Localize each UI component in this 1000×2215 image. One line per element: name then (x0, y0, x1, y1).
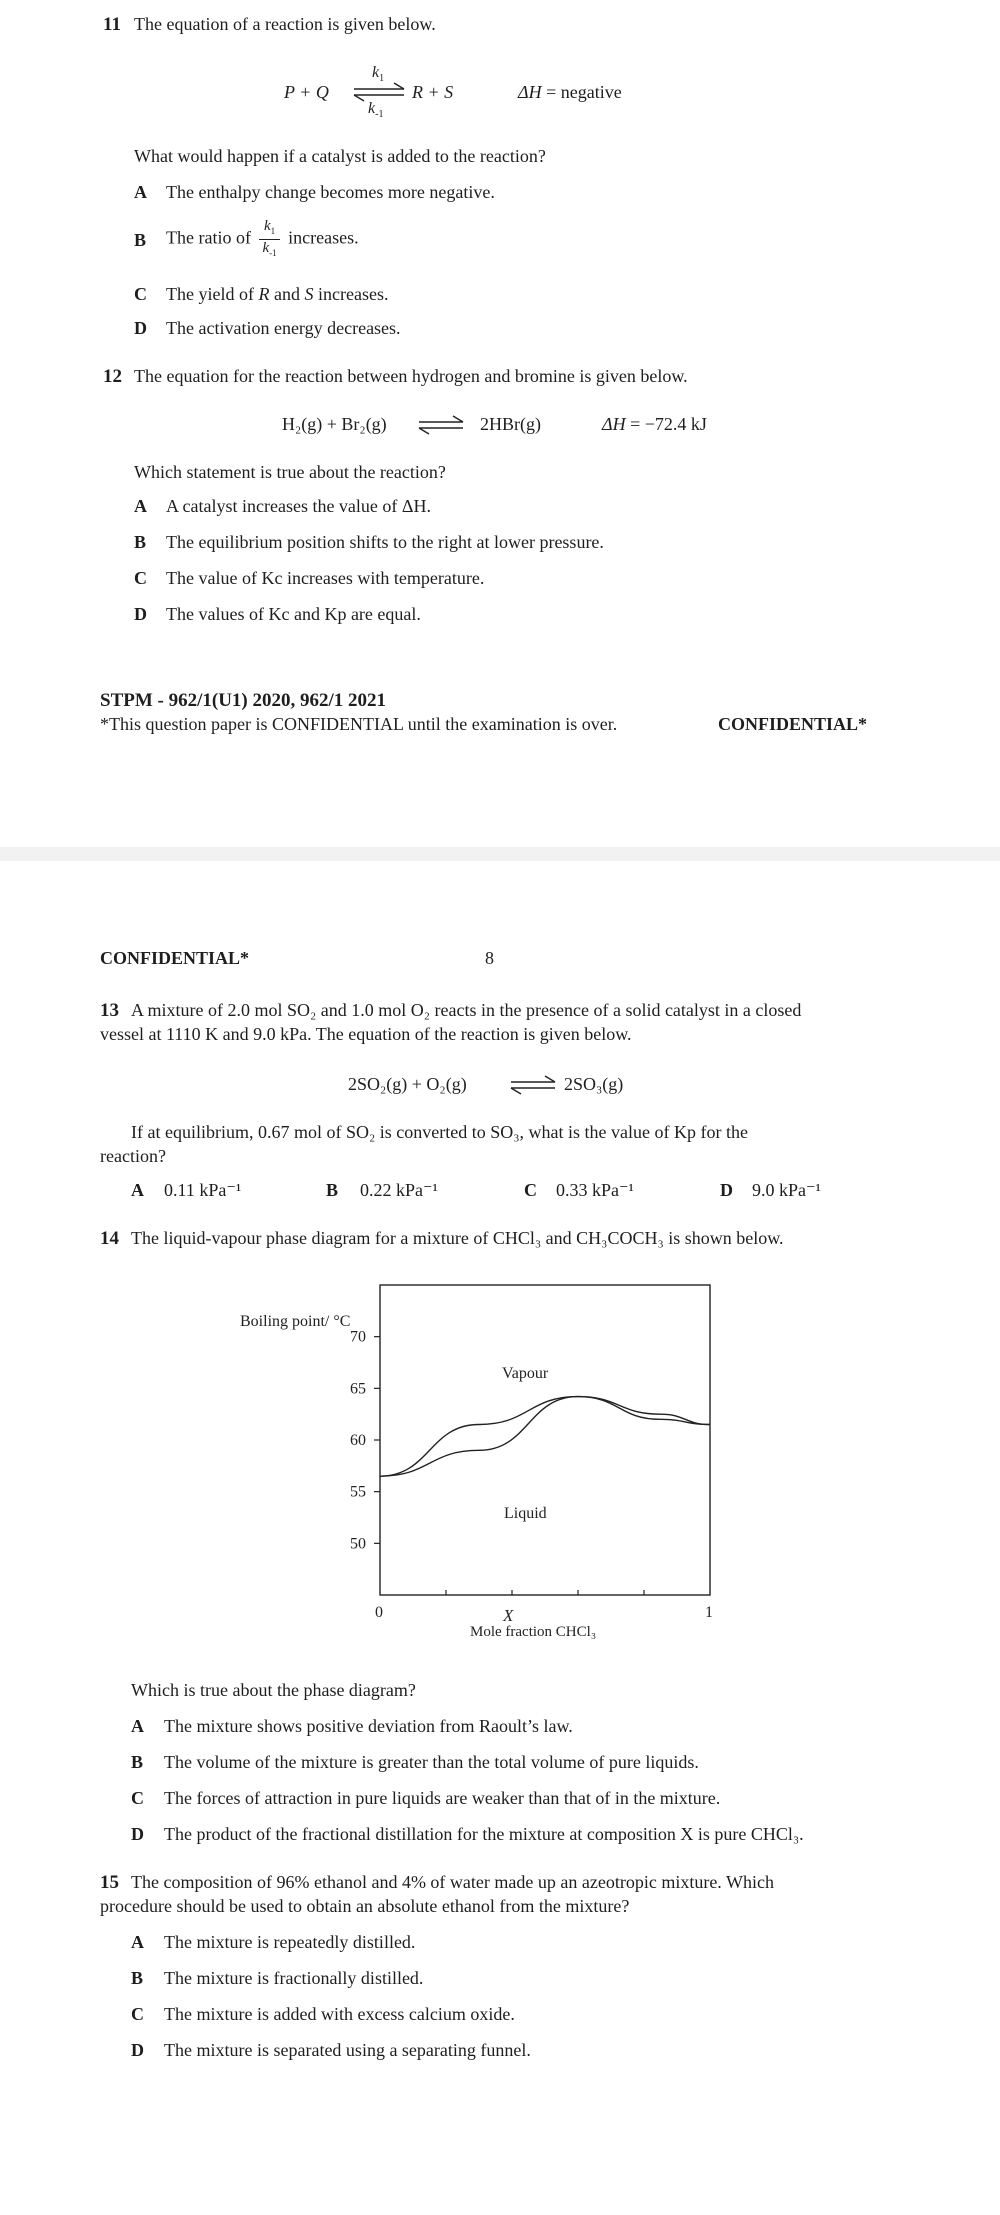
liquid-curve (380, 1397, 710, 1477)
q14-stem: The liquid-vapour phase diagram for a mixture of CHCl₃ and CH₃COCH₃ is shown below. (131, 1228, 784, 1248)
q15-option-a: The mixture is repeatedly distilled. (164, 1932, 416, 1952)
q11-option-b-letter: B (134, 230, 147, 250)
q15-stem-line1: The composition of 96% ethanol and 4% of water made up an azeotropic mixture. Which (131, 1872, 774, 1892)
x-axis-label: Mole fraction CHCl₃ (470, 1624, 597, 1640)
q13-question-line1: If at equilibrium, 0.67 mol of SO₂ is converted to SO₃, what is the value of Kp for the (131, 1122, 748, 1142)
q11-option-c-letter: C (134, 284, 147, 304)
page-divider (0, 847, 1000, 861)
paper-code: STPM - 962/1(U1) 2020, 962/1 2021 (100, 690, 387, 711)
y-tick-label: 65 (350, 1380, 366, 1398)
y-tick-label: 50 (350, 1535, 366, 1553)
y-tick-label: 70 (350, 1328, 366, 1346)
q15-option-d: The mixture is separated using a separating funnel. (164, 2040, 531, 2060)
q13-question-line2: reaction? (100, 1146, 166, 1166)
q14-option-b-letter: B (131, 1752, 144, 1772)
q14-option-a-letter: A (131, 1716, 144, 1736)
q13-option-b-letter: B (326, 1180, 339, 1200)
equilibrium-arrows-icon (508, 1072, 558, 1098)
page-number: 8 (485, 948, 494, 968)
x-tick-label: 1 (705, 1604, 713, 1621)
q14-number: 14 (100, 1228, 119, 1249)
q12-number: 12 (103, 366, 122, 387)
q13-option-a: 0.11 kPa⁻¹ (164, 1180, 242, 1200)
q11-option-d-letter: D (134, 318, 147, 338)
q12-option-d: The values of Kc and Kp are equal. (166, 604, 421, 624)
q13-option-d-letter: D (720, 1180, 733, 1200)
q11-eq-right: R + S (412, 82, 454, 102)
q13-option-b: 0.22 kPa⁻¹ (360, 1180, 438, 1200)
vapour-region-label: Vapour (502, 1365, 549, 1382)
q13-stem-line1: A mixture of 2.0 mol SO₂ and 1.0 mol O₂ reacts in the presence of a solid catalyst in a closed (131, 1000, 802, 1020)
q13-option-c: 0.33 kPa⁻¹ (556, 1180, 634, 1200)
q15-number: 15 (100, 1872, 119, 1893)
k-reverse: $k_{-1}$ (368, 100, 384, 121)
q12-option-b-letter: B (134, 532, 147, 552)
q12-enthalpy: ΔH = −72.4 kJ (602, 414, 707, 434)
q12-option-b: The equilibrium position shifts to the right at lower pressure. (166, 532, 604, 552)
q13-eq-left: 2SO₂(g) + O₂(g) (348, 1074, 467, 1094)
x-marker-label: X (503, 1606, 514, 1625)
q11-option-b: The ratio of $\frac{k_1}{k_{-1}}$ increases. (166, 218, 359, 261)
q11-enthalpy: ΔH = negative (518, 82, 622, 102)
q12-question: Which statement is true about the reaction? (134, 462, 446, 482)
q11-question: What would happen if a catalyst is added to the reaction? (134, 146, 546, 166)
q11-option-d: The activation energy decreases. (166, 318, 401, 338)
x-tick-label: 0 (375, 1604, 383, 1621)
q14-option-a: The mixture shows positive deviation from Raoult’s law. (164, 1716, 573, 1736)
q13-number: 13 (100, 1000, 119, 1021)
liquid-region-label: Liquid (504, 1505, 547, 1522)
confidential-footer-label: CONFIDENTIAL* (718, 714, 868, 734)
q13-eq-right: 2SO₃(g) (564, 1074, 624, 1094)
y-tick-label: 60 (350, 1432, 366, 1449)
q14-option-c-letter: C (131, 1788, 144, 1808)
q12-option-a: A catalyst increases the value of ΔH. (166, 496, 431, 516)
q12-option-c: The value of Kc increases with temperature. (166, 568, 485, 588)
y-axis-label: Boiling point/ °C (240, 1313, 351, 1330)
q14-option-b: The volume of the mixture is greater than the total volume of pure liquids. (164, 1752, 699, 1772)
q11-option-c: The yield of R and S increases. (166, 284, 389, 304)
q12-stem: The equation for the reaction between hydrogen and bromine is given below. (134, 366, 688, 386)
phase-diagram (230, 1270, 770, 1650)
q13-option-c-letter: C (524, 1180, 537, 1200)
q15-option-a-letter: A (131, 1932, 144, 1952)
q11-stem: The equation of a reaction is given below. (134, 14, 436, 34)
q12-option-c-letter: C (134, 568, 147, 588)
q12-eq-right: 2HBr(g) (480, 414, 541, 434)
ratio-fraction: $\frac{k_1}{k_{-1}}$ (259, 218, 279, 261)
q15-option-d-letter: D (131, 2040, 144, 2060)
q11-option-a-letter: A (134, 182, 147, 202)
q14-option-c: The forces of attraction in pure liquids are weaker than that of in the mixture. (164, 1788, 721, 1808)
q15-stem-line2: procedure should be used to obtain an absolute ethanol from the mixture? (100, 1896, 630, 1916)
q15-option-c: The mixture is added with excess calcium oxide. (164, 2004, 515, 2024)
q11-eq-left: P + Q (284, 82, 329, 102)
equilibrium-arrows-icon (416, 412, 466, 438)
q11-option-a: The enthalpy change becomes more negative. (166, 182, 495, 202)
q12-option-a-letter: A (134, 496, 147, 516)
q14-option-d: The product of the fractional distillation for the mixture at composition X is pure CHCl₃. (164, 1824, 804, 1844)
k-forward: $k_1$ (372, 64, 385, 85)
q12-eq-left: H₂(g) + Br₂(g) (282, 414, 387, 434)
q13-option-a-letter: A (131, 1180, 144, 1200)
q14-option-d-letter: D (131, 1824, 144, 1844)
q15-option-c-letter: C (131, 2004, 144, 2024)
q15-option-b: The mixture is fractionally distilled. (164, 1968, 424, 1988)
confidential-notice: *This question paper is CONFIDENTIAL until the examination is over. (100, 714, 618, 734)
y-tick-label: 55 (350, 1483, 366, 1501)
q13-option-d: 9.0 kPa⁻¹ (752, 1180, 821, 1200)
q11-number: 11 (103, 14, 121, 35)
q13-stem-line2: vessel at 1110 K and 9.0 kPa. The equation of the reaction is given below. (100, 1024, 632, 1044)
q14-question: Which is true about the phase diagram? (131, 1680, 416, 1700)
vapour-curve (380, 1397, 710, 1477)
plot-frame (380, 1285, 710, 1595)
q15-option-b-letter: B (131, 1968, 144, 1988)
confidential-header-label: CONFIDENTIAL* (100, 948, 250, 968)
q12-option-d-letter: D (134, 604, 147, 624)
